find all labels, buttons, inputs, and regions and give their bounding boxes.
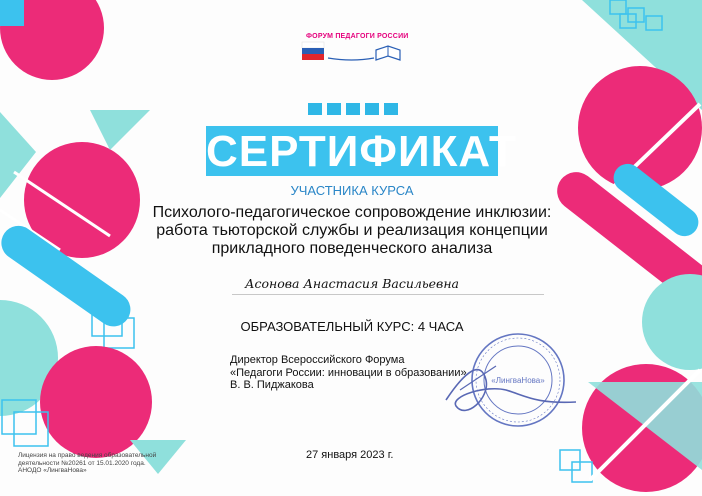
director-line: В. В. Пиджакова <box>230 379 314 391</box>
course-title-line: работа тьюторской службы и реализация концепции <box>156 222 548 239</box>
certificate-title: СЕРТИФИКАТ <box>206 127 517 176</box>
recipient-name: Асонова Анастасия Васильевна <box>244 276 460 291</box>
stamp-center-text: «ЛингваНова» <box>491 376 545 385</box>
title-squares <box>308 103 398 115</box>
license-line: АНОДО «ЛингваНова» <box>18 467 87 474</box>
certificate-subtitle: УЧАСТНИКА КУРСА <box>290 183 414 198</box>
course-title <box>130 204 574 258</box>
deco-mint-triangle-tl <box>90 110 150 150</box>
course-title-line: прикладного поведенческого анализа <box>211 240 493 257</box>
deco-mint-circle-right <box>642 274 702 370</box>
director-line: «Педагоги России: инновации в образовании» <box>230 366 467 379</box>
course-title-line: Психолого-педагогическое сопровождение инклюзии: <box>152 204 552 221</box>
deco-cyan-square-tl <box>0 0 24 26</box>
official-stamp <box>426 330 586 442</box>
recipient-underline <box>232 294 544 295</box>
license-line: Лицензия на право ведения образовательной <box>18 452 157 459</box>
course-hours: ОБРАЗОВАТЕЛЬНЫЙ КУРС: 4 ЧАСА <box>240 319 464 334</box>
issue-date: 27 января 2023 г. <box>306 449 394 461</box>
license-info <box>18 452 156 475</box>
license-line: деятельности №20261 от 15.01.2020 года. <box>18 459 146 467</box>
director-line: Директор Всероссийского Форума <box>230 354 405 366</box>
logo-text: ФОРУМ ПЕДАГОГИ РОССИИ <box>306 33 409 40</box>
